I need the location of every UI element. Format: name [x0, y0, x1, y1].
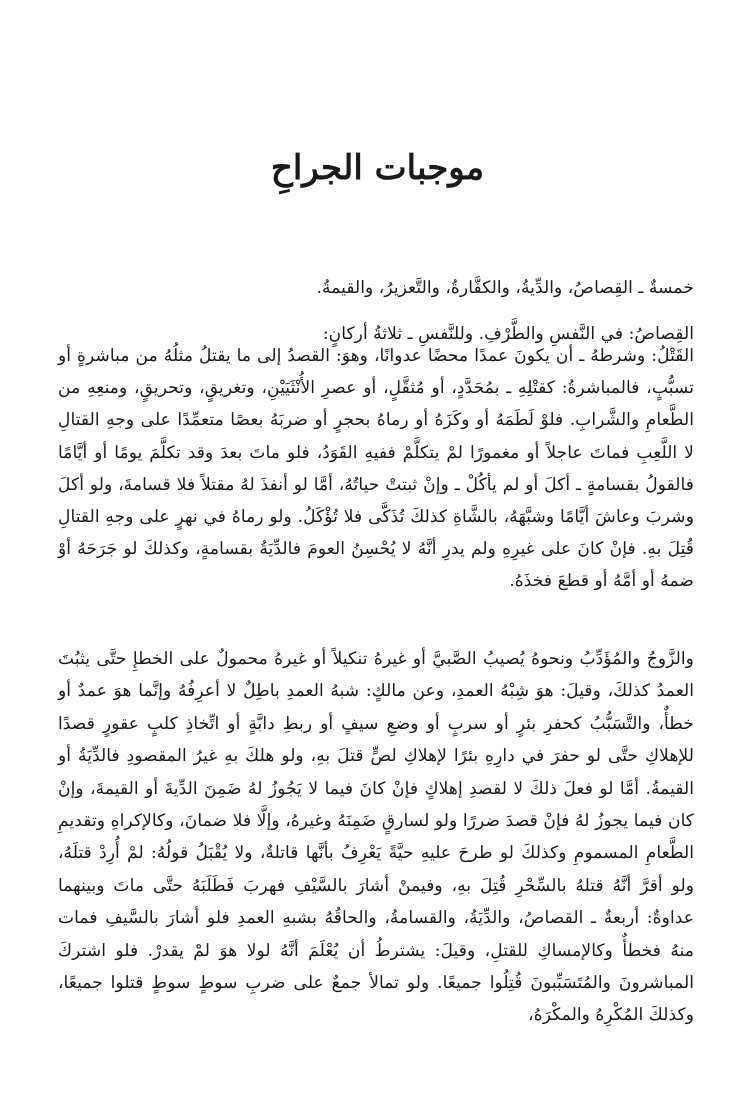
paragraph-husband-educator: والزَّوجُ والمُؤَدِّبُ ونحوهُ يُصيبُ الصَّبيَّ أو غيرهُ تنكيلاً أو غيرهُ محمولٌ على الخطإِ حتَّى يثبُتَ العمدُ كذلكَ، وقيلَ: هوَ شِبْهُ العمدِ، وعن مالكٍ: شبهُ العمدِ باطِلٌ لا أعرِفُهُ وإنَّما هوَ عمدٌ أو خطأٌ، والتَّسَبُّبُ كحفرِ بئرٍ أو سربٍ أو وضعِ سيفٍ أو ربطِ دابَّةٍ أو اتِّخاذِ كلبٍ عقورٍ قصدًا للإهلاكِ حتَّى لو حفرَ في دارِهِ بئرًا لإهلاكِ لصٍّ قتلَ بهِ، ولو هلكَ بهِ غيرُ المقصودِ فالدِّيَةُ أو القيمةُ. أمَّا لو فعلَ ذلكَ لا لقصدِ إهلاكٍ فإنْ كانَ فيما لا يَجُوزُ لهُ ضَمِنَ الدِّيةَ أو القيمةَ، وإنْ كان فيما يجوزُ لهُ فإنْ قصدَ ضررًا ولو لسارقٍ ضَمِنَهُ وغيرهُ، وإلَّا فلا ضمانَ، وكالإكراهِ وتقديمِ الطَّعامِ المسمومِ وكذلكَ لو طرحَ عليهِ حيَّةً يَعْرِفُ بأنَّها قاتلةٌ، ولا يُقْبَلُ قولُهُ: لمْ أُرِدْ قتلَهُ، ولو أقرَّ أنَّهُ قتلهُ بالسِّحْرِ قُتِلَ بهِ، وفيمنْ أشارَ بالسَّيْفِ فهربَ فَطَلَبَهُ حتَّى ماتَ وبينهما عداوةٌ: أربعةٌ ـ القصاصُ، والدِّيَةُ، والقسامةُ، والحاقُهُ بشبهِ العمدِ فلو أشارَ بالسَّيفِ فمات منهُ فخطأٌ وكالإمساكِ للقتلِ، وقيلَ: يشترطُ أن يُعْلَمَ أنَّهُ لولا هوَ لمْ يقدرْ. فلو اشتركَ المباشرونَ والمُتَسَبِّبونَ قُتِلُوا جميعًا. ولو تمالأ جمعٌ على ضربِ سوطٍ سوطٍ قتلوا جميعًا، وكذلكَ المُكْرِهُ والمكْرَهُ، — [58, 649, 694, 1026]
paragraph-killing: القَتْلُ: وشرطهُ ـ أن يكونَ عمدًا محضًا عدوانًا، وهوَ: القصدُ إلى ما يقتلُ مثلُهُ من مباشرةٍ أو تسبُّبٍ، فالمباشرةُ: كقتْلِهِ ـ بمُحَدَّدٍ، أو مُثقَّلٍ، أو عصرِ الأُنْثَيَيْنِ، وتغريقٍ، وتحريقٍ، ومنعِهِ من الطَّعامِ والشَّرابِ. فلوْ لَطَمَهُ أو وكَزَهُ أو رماهُ بحجرٍ أو ضربَهُ بعصًا متعمِّدًا على وجهِ القتالِ لا اللَّعِبِ فماتَ عاجلاً أو مغمورًا لمْ يتكلَّمْ ففيهِ القَوَدُ، فلو ماتَ بعدَ وقد تكلَّمَ يومًا أو أيَّامًا فالقولُ بقسامةٍ ـ أكلَ أو لم يأكُلْ ـ وإنْ ثبتتْ حياتُهُ، أمَّا لو أنفذَ لهُ مقتلاً فلا قسامةَ، ولو أكلَ وشربَ وعاشَ أيَّامًا وشبَّهَهُ، بالشَّاةِ كذلكَ تُذَكَّى فلا تُؤْكَلُ. ولو رماهُ في نهرٍ على وجهِ القتالِ قُتِلَ بهِ. فإنْ كانَ على غيرِهِ ولم يدرِ أنَّهُ لا يُحْسِنُ العومَ فالدِّيَةُ بقسامةٍ، وكذلكَ لو جَرَحَهُ أوْ ضمهُ أو أمَّهُ أو قطعَ فخذَهُ. — [58, 346, 694, 592]
paragraph-remedies: خمسةٌ ـ القِصاصُ، والدِّيةُ، والكفَّارةُ، والتَّعزيرُ، والقيمةُ. — [316, 278, 694, 298]
paragraph-qisas: القِصاصُ: في النَّفسِ والطَّرْفِ. وللنَّفسِ ـ ثلاثةُ أركانٍ: — [322, 324, 694, 344]
chapter-title: موجبات الجراحِ — [270, 148, 485, 188]
